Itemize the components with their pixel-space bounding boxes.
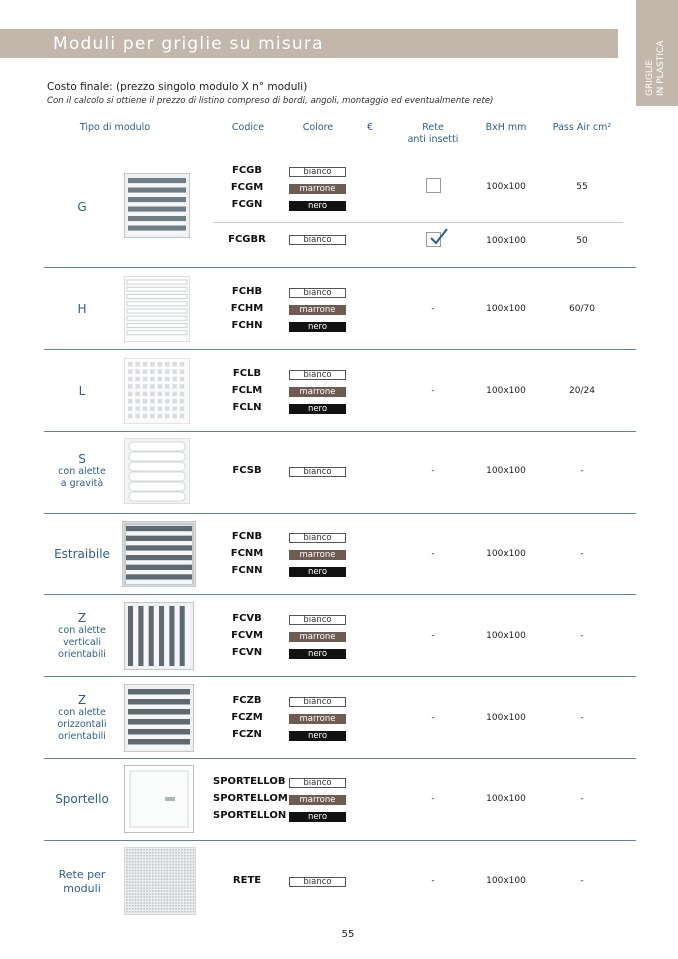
- grille-h-image: [124, 276, 190, 342]
- row-label: [44, 792, 120, 806]
- bxh-value: 100x100: [486, 304, 526, 314]
- rete-value: -: [431, 876, 435, 886]
- pass-air-value: 55: [576, 182, 588, 192]
- rete-value: -: [431, 549, 435, 559]
- product-code: FCLM: [231, 385, 263, 396]
- color-swatch-marrone: marrone: [289, 305, 346, 315]
- product-code: FCLN: [232, 402, 262, 413]
- color-swatch-nero: nero: [289, 322, 346, 332]
- side-tab-line2: IN PLASTICA: [656, 40, 666, 96]
- bxh-value: 100x100: [486, 466, 526, 476]
- product-code: FCNB: [231, 531, 263, 542]
- pass-air-value: -: [580, 794, 584, 804]
- pass-air-value: -: [580, 631, 584, 641]
- product-code: FCGN: [231, 199, 263, 210]
- row-type-name: H: [77, 302, 87, 316]
- rete-image: [124, 847, 196, 915]
- color-swatch-bianco: bianco: [289, 615, 346, 625]
- product-code: SPORTELLON: [213, 810, 287, 821]
- row-label: [44, 302, 120, 316]
- color-swatch-bianco: bianco: [289, 235, 346, 245]
- color-swatch-marrone: marrone: [289, 550, 346, 560]
- color-swatch-marrone: marrone: [289, 184, 346, 194]
- color-swatch-nero: nero: [289, 731, 346, 741]
- pass-air-value: 20/24: [569, 386, 595, 396]
- row-type-name: L: [78, 384, 86, 398]
- side-category-tab: [636, 0, 678, 106]
- rete-value: -: [431, 466, 435, 476]
- product-code: FCHB: [231, 286, 263, 297]
- row-type-name: Z: [77, 611, 87, 625]
- col-header-codice: Codice: [231, 122, 265, 133]
- row-type-detail: con alette: [58, 625, 106, 636]
- rete-checkbox-checked[interactable]: [426, 232, 441, 247]
- color-swatch-nero: nero: [289, 649, 346, 659]
- cost-note: Con il calcolo si ottiene il prezzo di listino compreso di bordi, angoli, montaggio ed eventualmente rete): [47, 96, 494, 106]
- row-divider: [44, 594, 636, 595]
- rete-value: -: [431, 386, 435, 396]
- color-swatch-nero: nero: [289, 812, 346, 822]
- color-swatch-bianco: bianco: [289, 167, 346, 177]
- pass-air-value: -: [580, 713, 584, 723]
- bxh-value: 100x100: [486, 794, 526, 804]
- product-code: FCLB: [232, 368, 262, 379]
- product-code: SPORTELLOB: [213, 776, 286, 787]
- color-swatch-bianco: bianco: [289, 288, 346, 298]
- grille-l-image: [124, 358, 190, 424]
- row-type-name: S: [78, 452, 86, 466]
- bxh-value: 100x100: [486, 236, 526, 246]
- rete-checkbox[interactable]: [426, 178, 441, 193]
- product-code: FCHN: [231, 320, 263, 331]
- checkmark-icon: [428, 227, 450, 247]
- rete-value: -: [431, 794, 435, 804]
- col-header-euro: €: [366, 122, 374, 133]
- row-divider: [44, 758, 636, 759]
- product-code: SPORTELLOM: [213, 793, 288, 804]
- rete-value: -: [431, 631, 435, 641]
- color-swatch-bianco: bianco: [289, 877, 346, 887]
- grille-estraibile-image: [122, 521, 196, 587]
- col-header-bxh: BxH mm: [485, 122, 527, 133]
- color-swatch-bianco: bianco: [289, 778, 346, 788]
- grille-s-image: [124, 438, 190, 504]
- sportello-image: [124, 765, 194, 833]
- product-code: FCZN: [232, 729, 262, 740]
- col-header-tipo: Tipo di modulo: [79, 122, 151, 133]
- row-label: [52, 868, 112, 896]
- product-code: FCHM: [230, 303, 264, 314]
- row-divider: [44, 349, 636, 350]
- color-swatch-bianco: bianco: [289, 370, 346, 380]
- bxh-value: 100x100: [486, 713, 526, 723]
- bxh-value: 100x100: [486, 549, 526, 559]
- col-header-colore: Colore: [302, 122, 334, 133]
- grille-g-image: [124, 173, 190, 238]
- color-swatch-nero: nero: [289, 404, 346, 414]
- row-divider: [44, 676, 636, 677]
- side-tab-line1: GRIGLIE: [645, 59, 655, 96]
- cost-formula: Costo finale: (prezzo singolo modulo X n° moduli): [47, 81, 308, 93]
- row-divider: [44, 431, 636, 432]
- page-number: 55: [341, 929, 355, 940]
- product-code: FCGM: [230, 182, 264, 193]
- col-header-rete-line2: anti insetti: [407, 134, 459, 145]
- rete-value: -: [431, 304, 435, 314]
- product-code: FCNN: [231, 565, 263, 576]
- color-swatch-marrone: marrone: [289, 632, 346, 642]
- row-label: [44, 452, 120, 490]
- bxh-value: 100x100: [486, 631, 526, 641]
- row-type-detail: con alette: [58, 466, 106, 477]
- product-code: FCSB: [232, 465, 262, 476]
- row-divider: [44, 513, 636, 514]
- row-label: [44, 547, 120, 561]
- bxh-value: 100x100: [486, 876, 526, 886]
- grille-z-vertical-image: [124, 602, 194, 670]
- row-type-name: Z: [77, 693, 87, 707]
- row-type-name: Sportello: [55, 792, 109, 806]
- row-divider: [44, 267, 636, 268]
- color-swatch-marrone: marrone: [289, 714, 346, 724]
- row-type-detail: orientabili: [58, 731, 106, 742]
- product-code: FCZB: [232, 695, 262, 706]
- pass-air-value: 60/70: [569, 304, 595, 314]
- row-label: [44, 200, 120, 214]
- color-swatch-bianco: bianco: [289, 467, 346, 477]
- color-swatch-bianco: bianco: [289, 697, 346, 707]
- product-code: FCVN: [231, 647, 263, 658]
- row-label: [44, 384, 120, 398]
- color-swatch-marrone: marrone: [289, 387, 346, 397]
- col-header-rete: [398, 122, 468, 146]
- grille-z-horizontal-image: [124, 684, 194, 752]
- product-code: RETE: [232, 875, 262, 886]
- row-type-name: G: [77, 200, 87, 214]
- product-code: FCVB: [232, 613, 262, 624]
- row-label: [44, 611, 120, 661]
- col-header-rete-line1: Rete: [422, 122, 444, 133]
- pass-air-value: -: [580, 549, 584, 559]
- row-type-detail: verticali: [62, 637, 102, 648]
- row-type-name: Rete per moduli: [58, 868, 106, 895]
- product-code: FCGBR: [228, 234, 266, 245]
- bxh-value: 100x100: [486, 386, 526, 396]
- row-type-detail: orientabili: [58, 649, 106, 660]
- pass-air-value: 50: [576, 236, 588, 246]
- pass-air-value: -: [580, 876, 584, 886]
- row-type-detail: orizzontali: [57, 719, 107, 730]
- color-swatch-marrone: marrone: [289, 795, 346, 805]
- sub-row-divider: [213, 222, 623, 223]
- pass-air-value: -: [580, 466, 584, 476]
- row-divider: [44, 840, 636, 841]
- color-swatch-bianco: bianco: [289, 533, 346, 543]
- product-code: FCZM: [231, 712, 263, 723]
- page-header-band: [0, 29, 618, 58]
- rete-value: -: [431, 713, 435, 723]
- color-swatch-nero: nero: [289, 201, 346, 211]
- product-code: FCGB: [232, 165, 262, 176]
- row-type-detail: con alette: [58, 707, 106, 718]
- product-code: FCNM: [230, 548, 264, 559]
- page-title: Moduli per griglie su misura: [53, 34, 324, 54]
- bxh-value: 100x100: [486, 182, 526, 192]
- product-code: FCVM: [231, 630, 263, 641]
- col-header-pass: Pass Air cm²: [552, 122, 612, 133]
- row-type-detail: a gravità: [60, 478, 104, 489]
- row-label: [44, 693, 120, 743]
- row-type-name: Estraibile: [54, 547, 110, 561]
- color-swatch-nero: nero: [289, 567, 346, 577]
